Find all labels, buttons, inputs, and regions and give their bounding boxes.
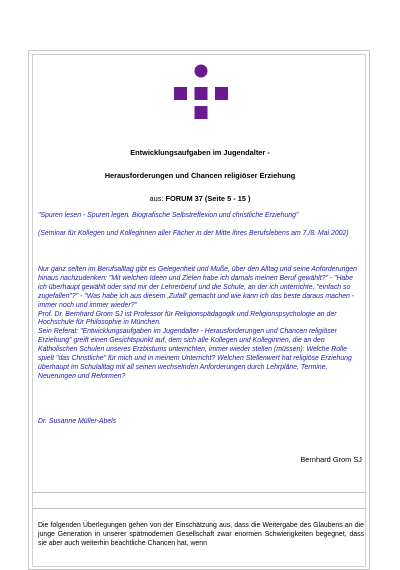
author-name: Bernhard Grom SJ	[300, 455, 362, 464]
cross-logo-icon	[171, 63, 231, 125]
divider-top	[33, 492, 365, 493]
logo-square-left	[174, 87, 187, 100]
signature: Dr. Susanne Müller-Abels	[38, 418, 117, 425]
logo-circle	[195, 65, 208, 78]
intro-block	[38, 266, 362, 382]
heading-line2: Herausforderungen und Chancen religiöser Erziehung	[104, 171, 296, 180]
logo-square-center	[195, 87, 208, 100]
heading-line1: Entwicklungsaufgaben im Jugendalter -	[130, 148, 270, 157]
referat-paragraph: Sein Referat: "Entwicklungsaufgaben im Jugendalter - Herausforderungen und Chancen religiöser Erziehung" greift einen Gesichtspunkt auf, dem sich alle Kollegen und Kolleginnen, die an den Katholischen Schulen unseres Erzbistums unterrichten, immer wieder stellen (müssen): Welche Rolle spielt "das Christliche" für mich und in meinem Unterricht? Welchen Stellenwert hat religiöse Erziehung überhaupt im Schulalltag mit all seinen wechselnden Anforderungen durch Lehrpläne, Termine, Neuerungen und Reformen?	[38, 328, 352, 380]
source-ref: FORUM 37 (Seite 5 - 15 )	[165, 194, 251, 203]
prof-paragraph: Prof. Dr. Bernhard Grom SJ ist Professor für Religionspädagogik und Religionspsychologie an der Hochschule für Philosophie in München.	[38, 310, 337, 327]
quote-title: "Spuren lesen - Spuren legen. Biografische Selbstreflexion und christliche Erziehung"	[38, 212, 299, 219]
body-paragraph: Die folgenden Überlegungen gehen von der Einschätzung aus, dass die Weitergabe des Glaubens an die junge Generation in unserer spätmodernen Gesellschaft zwar enormen Schwierigkeiten begegnet, dass sie aber auch weiterhin beachtliche Chancen hat, wenn	[38, 522, 364, 548]
divider-bottom	[33, 508, 365, 509]
intro-paragraph: Nur ganz selten im Berufsalltag gibt es Gelegenheit und Muße, über den Alltag und seine Anforderungen hinaus nachzudenken: "Mit welchen Ideen und Zielen habe ich damals meinen Beruf gewählt?" - "Habe ich überhaupt gewählt oder sind mir der Lehrerberuf und die Schule, an der ich unterrichte, "einfach so zugefallen"?" - "Was habe ich aus diesem ‚Zufall' gemacht und wie kann ich das beste daraus machen - immer noch und immer wieder?"	[38, 266, 357, 309]
logo-square-bottom	[195, 106, 208, 119]
source-prefix: aus:	[149, 194, 166, 203]
source-line	[38, 194, 362, 203]
logo-square-right	[215, 87, 228, 100]
seminar-note: (Seminar für Kollegen und Kolleginnen aller Fächer in der Mitte ihres Berufslebens am 7./8. Mai 2002)	[38, 230, 349, 237]
